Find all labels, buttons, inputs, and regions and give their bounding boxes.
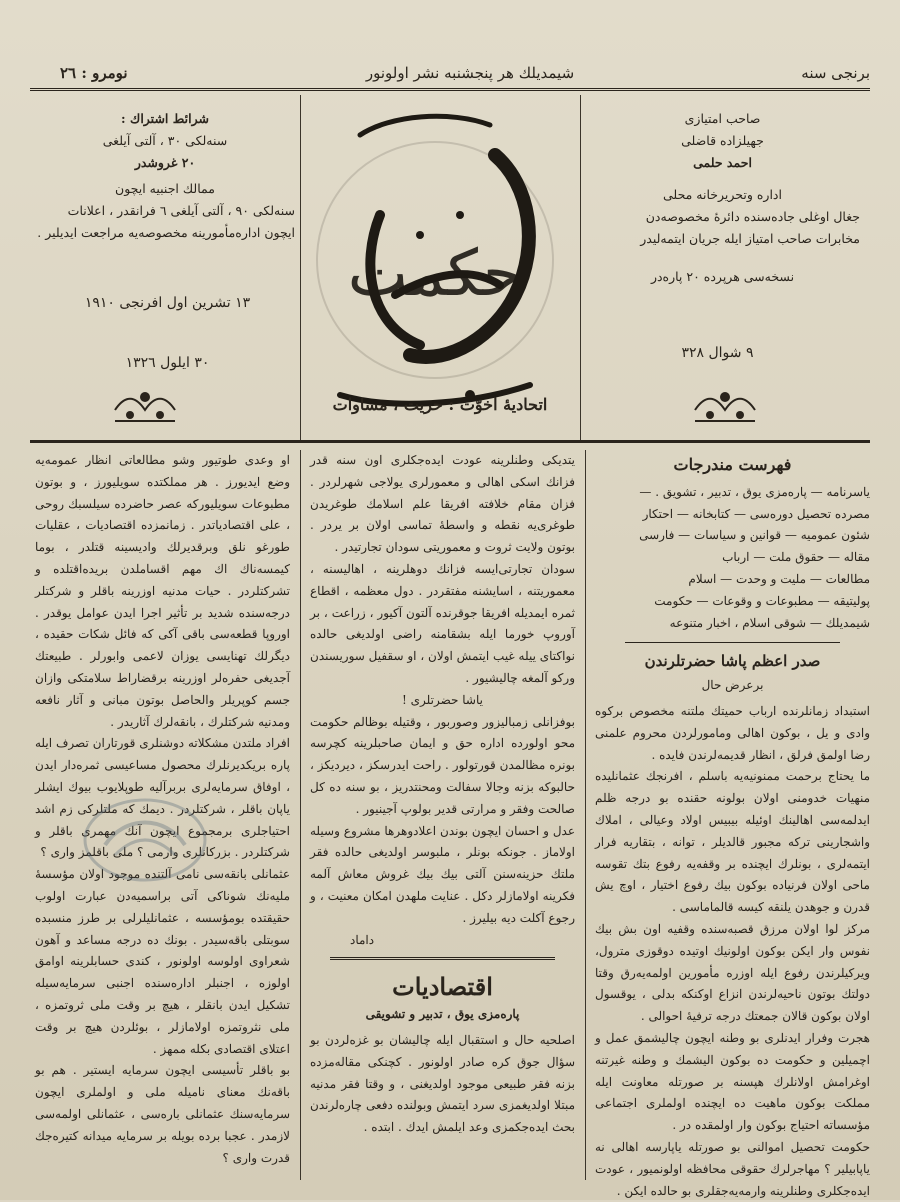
paragraph: افراد ملتدن مشکلاته دوشنلری قورتاران تصرف ایله پاره بریکدیرنلرك محصول مساعیسی ثمره‌دار ایدن ، اوفاق سرمایه‌لری بربرآلیه طوپلایوب بیوك ایشلر یاپان باقلر ، شرکتلردر . دیمك که ملتلرکی زم اشد احتیاجلری برمجموع ایچون آنك مهمری باقلر و شرکتلردر . بزرکانلری وارمی ؟ ملی باقلمز واری ؟ xyxy=(35,736,290,860)
foreign-rates: سنه‌لکی ٩٠ ، آلتی آیلغی ٦ فرانقدر ، اعلانات xyxy=(67,203,295,218)
price-note: نسخه‌سی هرپرده ٢٠ پاره‌در xyxy=(650,269,795,284)
paragraph: بوفزانلی زمبالیزور وصوربور ، وقتیله بوظالم حکومت محو اولورده اداره حق و ایمان صاحبلرینه کچرسه بونره مظالمدن قورتولور . راحت ایدرسکز ، دیردیکز ، حالبوکه بزنه وجالا سفالت ومحنتدریز ، بو سنه ده کل صالحت وفقر و مرارتی قدیر بولوپ آجینیور . xyxy=(310,714,575,816)
toc-divider xyxy=(625,642,840,643)
paragraph: ما یحتاج برحمت ممنونیه‌یه باسلم ، افرنجك عثمانلیده منهیات خدومنی اولان بولونه حقنده بو درجه ظلم ایدلمه‌سی اهالینك اوئیله بیبیس اولاد وعیالی ، املاك واشجارینی تركه مجبور قالدیلر ، توانه ، بتقاریه فرار ایتمه‌لری ، بونلرك ایچنده بر وقفه‌یه رفوع بتك تقوسه ماحی اولان فرنیاده بوکون بیك رفوع اختیار ، اوچ یش قدرن و جوهدن یلنقه کیسه قالماماسی . xyxy=(595,769,870,915)
ads-note: ایچون اداره‌مأمورینه مخصوصه‌یه مراجعت ایدیلیر . xyxy=(37,225,295,240)
article-title-grand-vizier: صدر اعظم پاشا حضرتلرندن xyxy=(644,652,821,671)
domestic-rate-1: سنه‌لکی ٣٠ ، آلتی آیلغی xyxy=(102,133,228,148)
paragraph: یاشا حضرتلری ! xyxy=(402,692,483,707)
paragraph: یتدیکی وطنلرینه عودت ایده‌جکلری اون سنه قدر فزانك اسکی اهالی و معمورلری یولاجی شهرلردر . فزان مقام خلافته افریقا علم اسلامك طوغریدن طوغری‌یه نقطه و واسطهٔ تماسی اولان بر یردر . بوتون ولایت ثروت و معموریتی سودان تجارتیدر . xyxy=(310,453,575,555)
office-label: اداره وتحریرخانه محلی xyxy=(663,187,782,202)
header-divider-left xyxy=(300,95,301,440)
toc-item: پولیتیقه — مطبوعات و وقوعات — حکومت xyxy=(654,593,870,608)
issue-number: نومرو : ٢٦ xyxy=(60,64,128,82)
toc-item: مصرده تحصیل دوره‌سی — کتابخانه — احتکار xyxy=(642,506,870,521)
column-right xyxy=(595,450,870,1198)
signature: داماد xyxy=(350,932,375,947)
paragraph: عثمانلی بانقه‌سی نامی آلتنده موجود اولان مؤسسهٔ ملیه‌نك شوناکی آتی براسمیه‌دن عبارت اولوب حقیقتده بومؤسسه ، عثمانلیلرلی بر طرز منسبده سوبتلی باقه‌سیدر . بونك ده درجه مساعد و آهون شعراوی اولوسه اولونور ، کندی حسابلرینه اوامق اولوزه ، اجنبلر اداره‌سنده اجنبی سرمایه‌سیله تشکیل ایدن بانقلر ، هیچ بر وقت ملی ثروتمزه ، ملی نثروتمزه اولامازلر ، بوئلردن هیچ بر وقت اعتلای اقتصادی بکله ممهز . xyxy=(35,867,290,1056)
owner-name-1: جهیلزاده قاضلی xyxy=(681,133,764,148)
domestic-rate-2: ٢٠ غروشدر xyxy=(134,155,196,170)
toc-item: یاسرنامه — پاره‌مزی یوق ، تدبیر ، تشویق . — xyxy=(639,484,870,499)
paragraph: بو باقلر تأسیسی ایچون سرمایه ایستیر . هم بو باقه‌نك معنای نامیله ملی و اولملری ایچون سرمایه‌سنك عثمانلی باره‌سی ، عثمانلی اولمه‌سی لازمدر . عجبا برده بویله بر سرمایه میدانه کتیره‌جك قدرت واری ؟ xyxy=(35,1063,290,1165)
masthead-bottom-rule xyxy=(30,440,870,443)
article-subtitle-economics: پاره‌مزی یوق ، تدبیر و تشویقی xyxy=(365,1007,520,1022)
owner-name-2: احمد حلمی xyxy=(693,155,752,170)
paragraph: اصلحیه حال و استقبال ایله چالیشان بو غزه‌لردن بو سؤال جوق کره صادر اولونور . کچنکی مقاله‌مزده بزنه فقر طبیعی موجود اولدیغنی ، و وقتا فقر مدنیه مبتلا اولدیغمزی سرد ایتمش وبولنده دفعی چاره‌لرندن بحث ایده‌جکمزی وعد ایلمش ایدك . ابتده . xyxy=(310,1032,575,1135)
publication-note: شیمدیلك هر پنجشنبه نشر اولونور xyxy=(365,64,575,82)
paragraph: استبداد زمانلرنده ارباب حمیتك ملتنه مخصوص بركوه وادی و یل ، بوکون اهالی ومامورلردن محروم علمنی رضا اولمق فرلق ، انظار قدیمه‌لرندن فایده . xyxy=(595,703,870,762)
masthead-motto: اتحادیهٔ اخوّت : حریت ، مساوات xyxy=(332,395,548,414)
floral-ornament-right-icon xyxy=(690,385,760,425)
header-divider-right xyxy=(580,95,581,440)
column-divider-right xyxy=(585,450,586,1180)
correspondence-note: مخابرات صاحب امتیاز ایله جریان ایتمه‌لیدر xyxy=(640,231,860,246)
date-gregorian: ١٣ تشرین اول افرنجی ١٩١٠ xyxy=(84,295,251,311)
date-hijri: ٩ شوال ٣٢٨ xyxy=(681,345,754,361)
subscription-title: شرائط اشتراك : xyxy=(121,111,209,126)
paragraph: هجرت وفرار ایدنلری بو وطنه ایچون چالیشمق عمل و اچمیلین و حکومت ده بوکون الیشمك و وطنه غیرتنه اوغرامش اولانلرك هپسنه بر صورتله معاونت ایله مملکت بوکون ماهیت ده ایچنده اولملری اجتماعی مؤسساته احتیاج بوکون وار اولمقده در . xyxy=(595,1030,870,1133)
masthead-publisher-info xyxy=(585,108,860,288)
owner-label: صاحب امتیازی xyxy=(684,111,761,126)
volume-year: برنجی سنه xyxy=(801,64,870,82)
floral-ornament-left-icon xyxy=(110,385,180,425)
library-stamp-icon xyxy=(80,795,210,885)
masthead-bar xyxy=(30,58,870,91)
article-title-economics: اقتصادیات xyxy=(392,972,493,1002)
toc-item: شیمدیلك — شوقی اسلام ، اخبار متنوعه xyxy=(669,615,870,630)
article-subtitle: برعرض حال xyxy=(701,678,764,693)
newspaper-logo-calligraphy xyxy=(300,95,570,425)
paragraph: حکومت تحصیل اموالنی بو صورتله یاپارسه اهالی نه یاپابیلیر ؟ مهاجرلرك حقوقی محافظه اولونمیور ، عودت ایده‌جکلری وطنلرینه وارمه‌یه‌جقلری بو حالده ایکن . xyxy=(595,1139,870,1198)
foreign-title: ممالك اجنبیه ایچون xyxy=(115,181,215,196)
logo-text: حکمت xyxy=(347,237,523,311)
paragraph: مرکز لوا اولان مرزق قصبه‌سنده وقفیه اون بش بیك نفوس وار ایکن بوکون اولونیك اوتیده دوقوزی مترول، ویرکیلرندن رفوع ایله اوزره مأمورین اولمه‌یه‌رق وقتا دولتك بوتون ناحیه‌لرندن انزاع اوکنکه بدلی ، یوقسول اولان بوکون قالان جمعتك درجه ترفیهٔ احوالی . xyxy=(595,921,870,1024)
column-middle xyxy=(310,450,575,1190)
date-rumi: ٣٠ ایلول ١٣٢٦ xyxy=(125,355,210,371)
office-address: جغال اوغلی جاده‌سنده دائرهٔ مخصوصه‌دن xyxy=(645,209,860,224)
paragraph: سودان تجارتی‌ایسه فزانك دوهلرینه ، اهالیسنه ، معموریتنه ، اسایشنه مفتقردر . دول معظمه ، اقطاع ثمره ایمدیله افریقا جوقرنده آلتون آکیور ، زراعت ، بر آوروپ خورما ایله بشقامنه راضی اولدیغی حالده نواکتای ییله غیب ایتمش اولان ، او سقفیل سوریسندن ورکو آلمغه چالیشیور . xyxy=(310,561,575,685)
masthead-subscription-info xyxy=(35,108,295,244)
toc-item: مطالعات — ملیت و وحدت — اسلام xyxy=(688,571,870,586)
section-divider xyxy=(330,957,555,960)
toc-title: فهرست مندرجات xyxy=(673,455,792,474)
toc-item: مقاله — حقوق ملت — ارباب xyxy=(722,550,870,565)
paragraph: عدل و احسان ایچون بوندن اعلادوهرها مشروع وسیله اولاماز . جونکه بونلر ، ملبوسر اولدیغی حالده فقر ملتك حزینه‌سنن آلتی بیك بیك غروش معاش آلمه فکرینه اولامازلر دکل . عنایت ملهدن امکان معنیت ، و رجوع آکلت دیه بیلیرز . xyxy=(310,823,575,925)
toc-item: شئون عمومیه — قوانین و سیاسات — فارسی xyxy=(639,528,870,543)
paragraph: او وعدی طوتیور وشو مطالعاتی انظار عمومه‌یه وضع ایدیورز . هر مملکتده سویلیورز ، و بوتون مطبوعات سویلیورکه عصر حاضرده سیلسبك روحی ، علی اقتصادیاتدر . زمانمزده اقتصادیات ، عقلیات طورغو نلق وبرقدیرلك وادیسینه قتلدر ، بوما کیمسه‌ناك اك مهم اقساملدن بریده‌اقتلده و تشرکتلردر . حیات مدنیه اوزرینه باقلر و شرکتلر درجه‌سنده شدید بر تأثیر اجرا ایدن عوامل یوقدر . اوروپا قطعه‌سی باقی آکی که فائل شکات حقیده ، دیگرلك تهنایسی یوزان لاعمی وابورلر . طبیعتك آجدیغی حفره‌لر اوزرینه برقضاراط سلامتکی وازان جسم کوپریلر والحاصل بوتون مبانی و آثار نافعه ومدنیه شرکتلرك ، بانقه‌لرك آثاریدر . xyxy=(35,453,290,729)
column-divider-left xyxy=(300,450,301,1180)
